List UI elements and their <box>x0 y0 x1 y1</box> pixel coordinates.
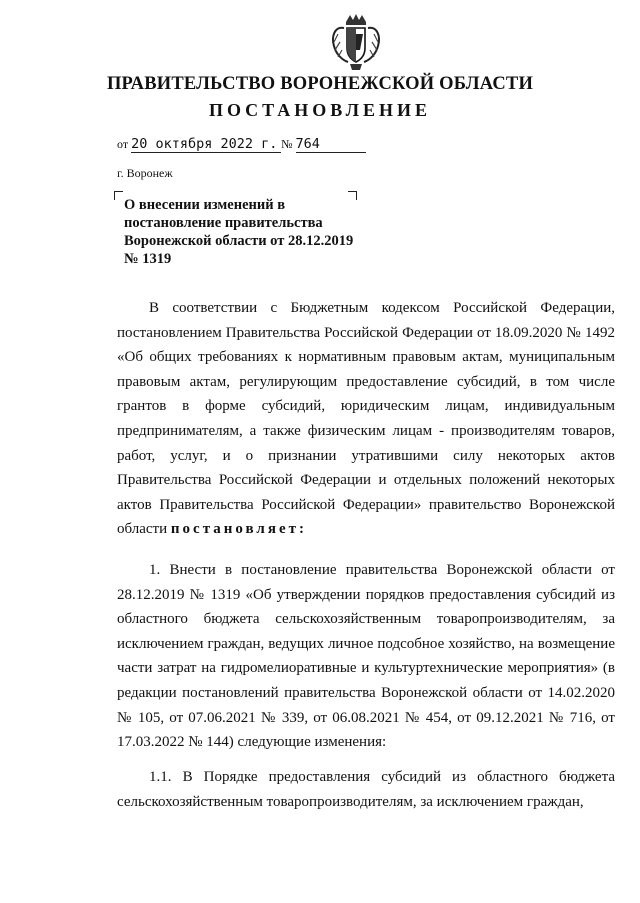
number-sign: № <box>281 137 293 151</box>
clause-1-paragraph: 1. Внести в постановление правительства Воронежской области от 28.12.2019 № 1319 «Об утверждении порядков предоставления субсидий из областного бюджета сельскохозяйственным товаропроизводителям, за исключением граждан, ведущих личное подсобное хозяйство, на возмещение части затрат на гидромелиоративные и культуртехнические мероприятия» (в редакции постановлений правительства Воронежской области от 14.02.2020 № 105, от 07.06.2021 № 339, от 06.08.2021 № 454, от 09.12.2021 № 716, от 17.03.2022 № 144) следующие изменения: <box>117 562 615 751</box>
preamble-paragraph <box>117 296 615 542</box>
organization-title: ПРАВИТЕЛЬСТВО ВОРОНЕЖСКОЙ ОБЛАСТИ <box>106 74 534 94</box>
date-prefix: от <box>117 137 129 151</box>
preamble-text: В соответствии с Бюджетным кодексом Российской Федерации, постановлением Правительства Российской Федерации от 18.09.2020 № 1492 «Об общих требованиях к нормативным правовым актам, муниципальным правовым актам, регулирующим предоставление субсидий, в том числе грантов в форме субсидий, юридическим лицам, индивидуальным предпринимателям, а также физическим лицам - производителям товаров, работ, услуг, и о признании утратившими силу некоторых актов Правительства Российской Федерации и отдельных положений некоторых актов Правительства Российской Федерации» правительство Воронежской области <box>117 300 615 538</box>
document-subject: О внесении изменений в постановление правительства Воронежской области от 28.12.2019 № 1319 <box>124 197 354 267</box>
document-type-title: ПОСТАНОВЛЕНИЕ <box>208 100 432 120</box>
decree-word: постановляет: <box>170 521 307 538</box>
clause-1-1-paragraph: 1.1. В Порядке предоставления субсидий из областного бюджета сельскохозяйственным товаропроизводителям, за исключением граждан, <box>117 769 615 810</box>
date-line <box>117 136 366 153</box>
subject-corner-left <box>114 191 123 200</box>
document-number: 764 <box>295 136 320 152</box>
document-date: 20 октября 2022 г. <box>131 136 278 152</box>
coat-of-arms-emblem <box>330 12 382 74</box>
city-label: г. Воронеж <box>117 166 173 180</box>
